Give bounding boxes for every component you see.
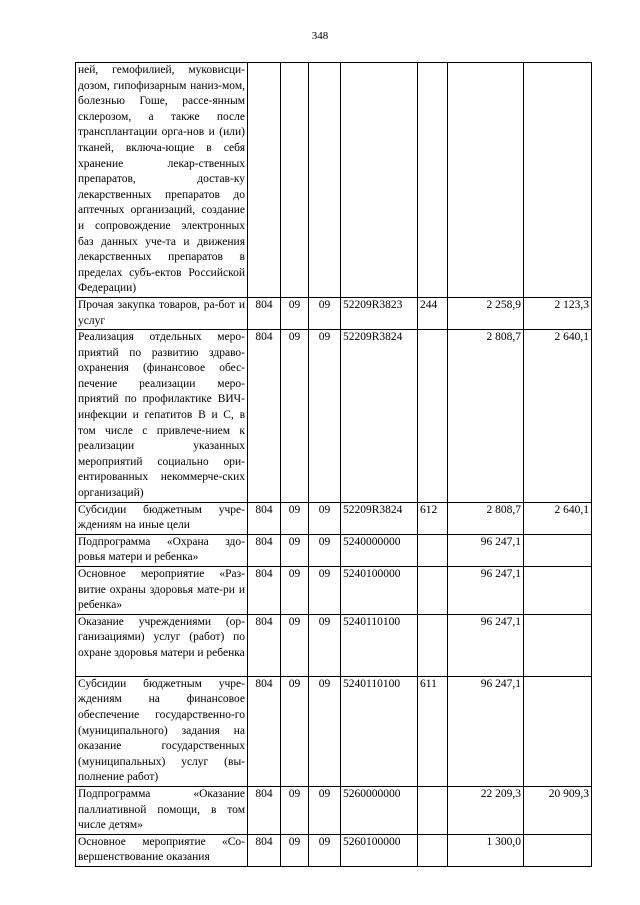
table-row: [76, 834, 592, 866]
amount-cell-1: 96 247,1: [448, 567, 524, 615]
row-name-cell: Прочая закупка товаров, ра-бот и услуг: [76, 297, 248, 329]
ved-code-cell: 804: [248, 330, 281, 503]
table-body: [76, 63, 592, 867]
expense-type-cell: [418, 63, 448, 298]
subsection-code-cell: 09: [309, 676, 341, 786]
subsection-code-cell: 09: [309, 614, 341, 676]
subsection-code-cell: 09: [309, 567, 341, 615]
ved-code-cell: [248, 63, 281, 298]
amount-cell-2: 2 123,3: [524, 297, 592, 329]
row-name-cell: ней, гемофилией, муковисци-дозом, гипофизарным наниз-мом, болезнью Гоше, рассе-янным склерозом, а также после трансплантации орга-нов и (или) тканей, включа-ющие в себя хранение лекар-ственных препаратов, достав-ку лекарственных препаратов до аптечных организаций, создание и сопровождение электронных баз данных уче-та и движения лекарственных препаратов в пределах субъ-ектов Российской Федерации): [76, 63, 248, 298]
target-article-cell: [341, 63, 418, 298]
subsection-code-cell: 09: [309, 534, 341, 566]
target-article-cell: 52209R3824: [341, 502, 418, 534]
expense-type-cell: 612: [418, 502, 448, 534]
expense-type-cell: [418, 614, 448, 676]
row-name-cell: Субсидии бюджетным учре-ждениям на иные цели: [76, 502, 248, 534]
amount-cell-1: 96 247,1: [448, 534, 524, 566]
amount-cell-1: 96 247,1: [448, 614, 524, 676]
section-code-cell: 09: [281, 676, 309, 786]
table-row: [76, 534, 592, 566]
section-code-cell: 09: [281, 330, 309, 503]
table-row: [76, 330, 592, 503]
amount-cell-2: [524, 614, 592, 676]
target-article-cell: 5240110100: [341, 676, 418, 786]
expense-type-cell: [418, 834, 448, 866]
subsection-code-cell: [309, 63, 341, 298]
section-code-cell: 09: [281, 834, 309, 866]
row-name-cell: Подпрограмма «Охрана здо-ровья матери и ребенка»: [76, 534, 248, 566]
ved-code-cell: 804: [248, 786, 281, 834]
row-name-cell: Основное мероприятие «Раз-витие охраны здоровья мате-ри и ребенка»: [76, 567, 248, 615]
expense-type-cell: 611: [418, 676, 448, 786]
target-article-cell: 5260000000: [341, 786, 418, 834]
table-row: [76, 614, 592, 676]
table-row: [76, 63, 592, 298]
amount-cell-1: 96 247,1: [448, 676, 524, 786]
section-code-cell: 09: [281, 534, 309, 566]
amount-cell-2: [524, 534, 592, 566]
row-name-cell: Подпрограмма «Оказание паллиативной помощи, в том числе детям»: [76, 786, 248, 834]
amount-cell-1: 1 300,0: [448, 834, 524, 866]
row-name-cell: Оказание учреждениями (ор-ганизациями) услуг (работ) по охране здоровья матери и ребенка: [76, 614, 248, 676]
target-article-cell: 5240000000: [341, 534, 418, 566]
row-name-cell: Реализация отдельных меро-приятий по развитию здраво-охранения (финансовое обес-печение реализации меро-приятий по профилактике ВИЧ-инфекции и гепатитов В и С, в том числе с привлече-нием к реализации указанных мероприятий социально ори-ентированных некоммерче-ских организаций): [76, 330, 248, 503]
budget-table: [75, 62, 592, 867]
amount-cell-2: [524, 834, 592, 866]
row-name-cell: Основное мероприятие «Со-вершенствование оказания: [76, 834, 248, 866]
ved-code-cell: 804: [248, 502, 281, 534]
expense-type-cell: [418, 330, 448, 503]
ved-code-cell: 804: [248, 534, 281, 566]
subsection-code-cell: 09: [309, 834, 341, 866]
subsection-code-cell: 09: [309, 786, 341, 834]
amount-cell-2: 2 640,1: [524, 330, 592, 503]
table-row: [76, 297, 592, 329]
amount-cell-2: 20 909,3: [524, 786, 592, 834]
table-row: [76, 567, 592, 615]
amount-cell-1: 2 808,7: [448, 330, 524, 503]
amount-cell-2: 2 640,1: [524, 502, 592, 534]
subsection-code-cell: 09: [309, 330, 341, 503]
expense-type-cell: [418, 567, 448, 615]
amount-cell-2: [524, 63, 592, 298]
amount-cell-2: [524, 567, 592, 615]
section-code-cell: 09: [281, 614, 309, 676]
expense-type-cell: 244: [418, 297, 448, 329]
table-row: [76, 786, 592, 834]
section-code-cell: 09: [281, 786, 309, 834]
target-article-cell: 5240100000: [341, 567, 418, 615]
section-code-cell: 09: [281, 297, 309, 329]
table-row: [76, 676, 592, 786]
expense-type-cell: [418, 534, 448, 566]
table-row: [76, 502, 592, 534]
subsection-code-cell: 09: [309, 297, 341, 329]
section-code-cell: [281, 63, 309, 298]
amount-cell-1: 2 808,7: [448, 502, 524, 534]
amount-cell-1: 2 258,9: [448, 297, 524, 329]
target-article-cell: 5260100000: [341, 834, 418, 866]
amount-cell-1: [448, 63, 524, 298]
row-name-cell: Субсидии бюджетным учре-ждениям на финансовое обеспечение государственно-го (муниципального) задания на оказание государственных (муниципальных) услуг (вы-полнение работ): [76, 676, 248, 786]
section-code-cell: 09: [281, 567, 309, 615]
ved-code-cell: 804: [248, 297, 281, 329]
ved-code-cell: 804: [248, 614, 281, 676]
target-article-cell: 5240110100: [341, 614, 418, 676]
section-code-cell: 09: [281, 502, 309, 534]
ved-code-cell: 804: [248, 834, 281, 866]
target-article-cell: 52209R3823: [341, 297, 418, 329]
amount-cell-1: 22 209,3: [448, 786, 524, 834]
ved-code-cell: 804: [248, 567, 281, 615]
expense-type-cell: [418, 786, 448, 834]
ved-code-cell: 804: [248, 676, 281, 786]
page-number: 348: [311, 30, 329, 42]
subsection-code-cell: 09: [309, 502, 341, 534]
target-article-cell: 52209R3824: [341, 330, 418, 503]
amount-cell-2: [524, 676, 592, 786]
